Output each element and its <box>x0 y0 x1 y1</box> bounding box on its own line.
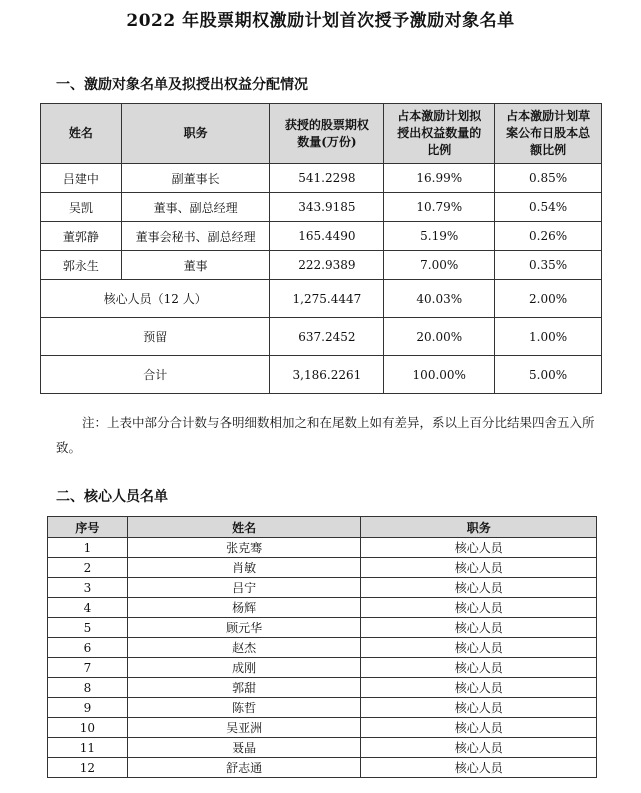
person-position: 核心人员 <box>361 618 597 638</box>
header-name: 姓名 <box>127 517 361 538</box>
options-count: 1,275.4447 <box>270 280 384 318</box>
row-number: 7 <box>48 658 128 678</box>
header-ratio-capital: 占本激励计划草案公布日股本总额比例 <box>495 104 602 164</box>
table-row <box>48 658 597 678</box>
row-number: 1 <box>48 538 128 558</box>
table-row <box>41 251 602 280</box>
summary-label: 预留 <box>41 318 270 356</box>
person-name: 舒志通 <box>127 758 361 778</box>
ratio-grant: 5.19% <box>384 222 495 251</box>
options-count: 343.9185 <box>270 193 384 222</box>
row-number: 4 <box>48 598 128 618</box>
person-name: 聂晶 <box>127 738 361 758</box>
table-row <box>41 164 602 193</box>
table-row <box>48 738 597 758</box>
allocation-header-row <box>41 104 602 164</box>
row-number: 9 <box>48 698 128 718</box>
person-position: 董事会秘书、副总经理 <box>121 222 270 251</box>
person-name: 郭永生 <box>41 251 122 280</box>
ratio-grant: 7.00% <box>384 251 495 280</box>
summary-label: 核心人员（12 人） <box>41 280 270 318</box>
ratio-capital: 2.00% <box>495 280 602 318</box>
row-number: 5 <box>48 618 128 638</box>
person-position: 核心人员 <box>361 538 597 558</box>
person-name: 吴凯 <box>41 193 122 222</box>
row-number: 3 <box>48 578 128 598</box>
row-number: 11 <box>48 738 128 758</box>
table-note: 注：上表中部分合计数与各明细数相加之和在尾数上如有差异，系以上百分比结果四舍五入所致。 <box>56 415 595 455</box>
options-count: 3,186.2261 <box>270 356 384 394</box>
person-name: 郭甜 <box>127 678 361 698</box>
options-count: 165.4490 <box>270 222 384 251</box>
ratio-grant: 20.00% <box>384 318 495 356</box>
person-position: 董事 <box>121 251 270 280</box>
header-options: 获授的股票期权数量(万份) <box>270 104 384 164</box>
table-row <box>41 222 602 251</box>
person-position: 核心人员 <box>361 638 597 658</box>
summary-row <box>41 318 602 356</box>
person-position: 董事、副总经理 <box>121 193 270 222</box>
table-row <box>41 193 602 222</box>
person-position: 核心人员 <box>361 658 597 678</box>
person-position: 核心人员 <box>361 738 597 758</box>
ratio-grant: 16.99% <box>384 164 495 193</box>
person-name: 陈哲 <box>127 698 361 718</box>
person-position: 副董事长 <box>121 164 270 193</box>
ratio-grant: 10.79% <box>384 193 495 222</box>
row-number: 12 <box>48 758 128 778</box>
person-name: 吕建中 <box>41 164 122 193</box>
row-number: 10 <box>48 718 128 738</box>
header-ratio-grant: 占本激励计划拟授出权益数量的比例 <box>384 104 495 164</box>
person-name: 杨辉 <box>127 598 361 618</box>
row-number: 6 <box>48 638 128 658</box>
summary-label: 合计 <box>41 356 270 394</box>
ratio-grant: 40.03% <box>384 280 495 318</box>
summary-row <box>41 356 602 394</box>
core-personnel-table <box>47 516 597 778</box>
header-name: 姓名 <box>41 104 122 164</box>
person-position: 核心人员 <box>361 558 597 578</box>
ratio-capital: 1.00% <box>495 318 602 356</box>
table-row <box>48 598 597 618</box>
person-position: 核心人员 <box>361 598 597 618</box>
table-row <box>48 618 597 638</box>
person-name: 顾元华 <box>127 618 361 638</box>
ratio-capital: 5.00% <box>495 356 602 394</box>
section2-heading: 二、核心人员名单 <box>56 489 168 505</box>
table-row <box>48 538 597 558</box>
person-name: 董郭静 <box>41 222 122 251</box>
table-row <box>48 698 597 718</box>
person-position: 核心人员 <box>361 758 597 778</box>
ratio-capital: 0.26% <box>495 222 602 251</box>
header-position: 职务 <box>121 104 270 164</box>
person-name: 赵杰 <box>127 638 361 658</box>
header-number: 序号 <box>48 517 128 538</box>
core-header-row <box>48 517 597 538</box>
header-position: 职务 <box>361 517 597 538</box>
row-number: 2 <box>48 558 128 578</box>
ratio-capital: 0.85% <box>495 164 602 193</box>
table-row <box>48 678 597 698</box>
options-count: 637.2452 <box>270 318 384 356</box>
row-number: 8 <box>48 678 128 698</box>
table-row <box>48 758 597 778</box>
ratio-capital: 0.54% <box>495 193 602 222</box>
table-row <box>48 638 597 658</box>
person-position: 核心人员 <box>361 698 597 718</box>
table-row <box>48 718 597 738</box>
ratio-capital: 0.35% <box>495 251 602 280</box>
person-name: 吴亚洲 <box>127 718 361 738</box>
summary-row <box>41 280 602 318</box>
person-name: 吕宁 <box>127 578 361 598</box>
table-row <box>48 558 597 578</box>
person-position: 核心人员 <box>361 578 597 598</box>
options-count: 222.9389 <box>270 251 384 280</box>
person-name: 张克骞 <box>127 538 361 558</box>
section1-heading: 一、激励对象名单及拟授出权益分配情况 <box>56 77 308 93</box>
allocation-table <box>40 103 602 394</box>
person-position: 核心人员 <box>361 678 597 698</box>
ratio-grant: 100.00% <box>384 356 495 394</box>
person-name: 成刚 <box>127 658 361 678</box>
document-title: 2022 年股票期权激励计划首次授予激励对象名单 <box>126 11 515 31</box>
table-row <box>48 578 597 598</box>
options-count: 541.2298 <box>270 164 384 193</box>
person-position: 核心人员 <box>361 718 597 738</box>
person-name: 肖敏 <box>127 558 361 578</box>
